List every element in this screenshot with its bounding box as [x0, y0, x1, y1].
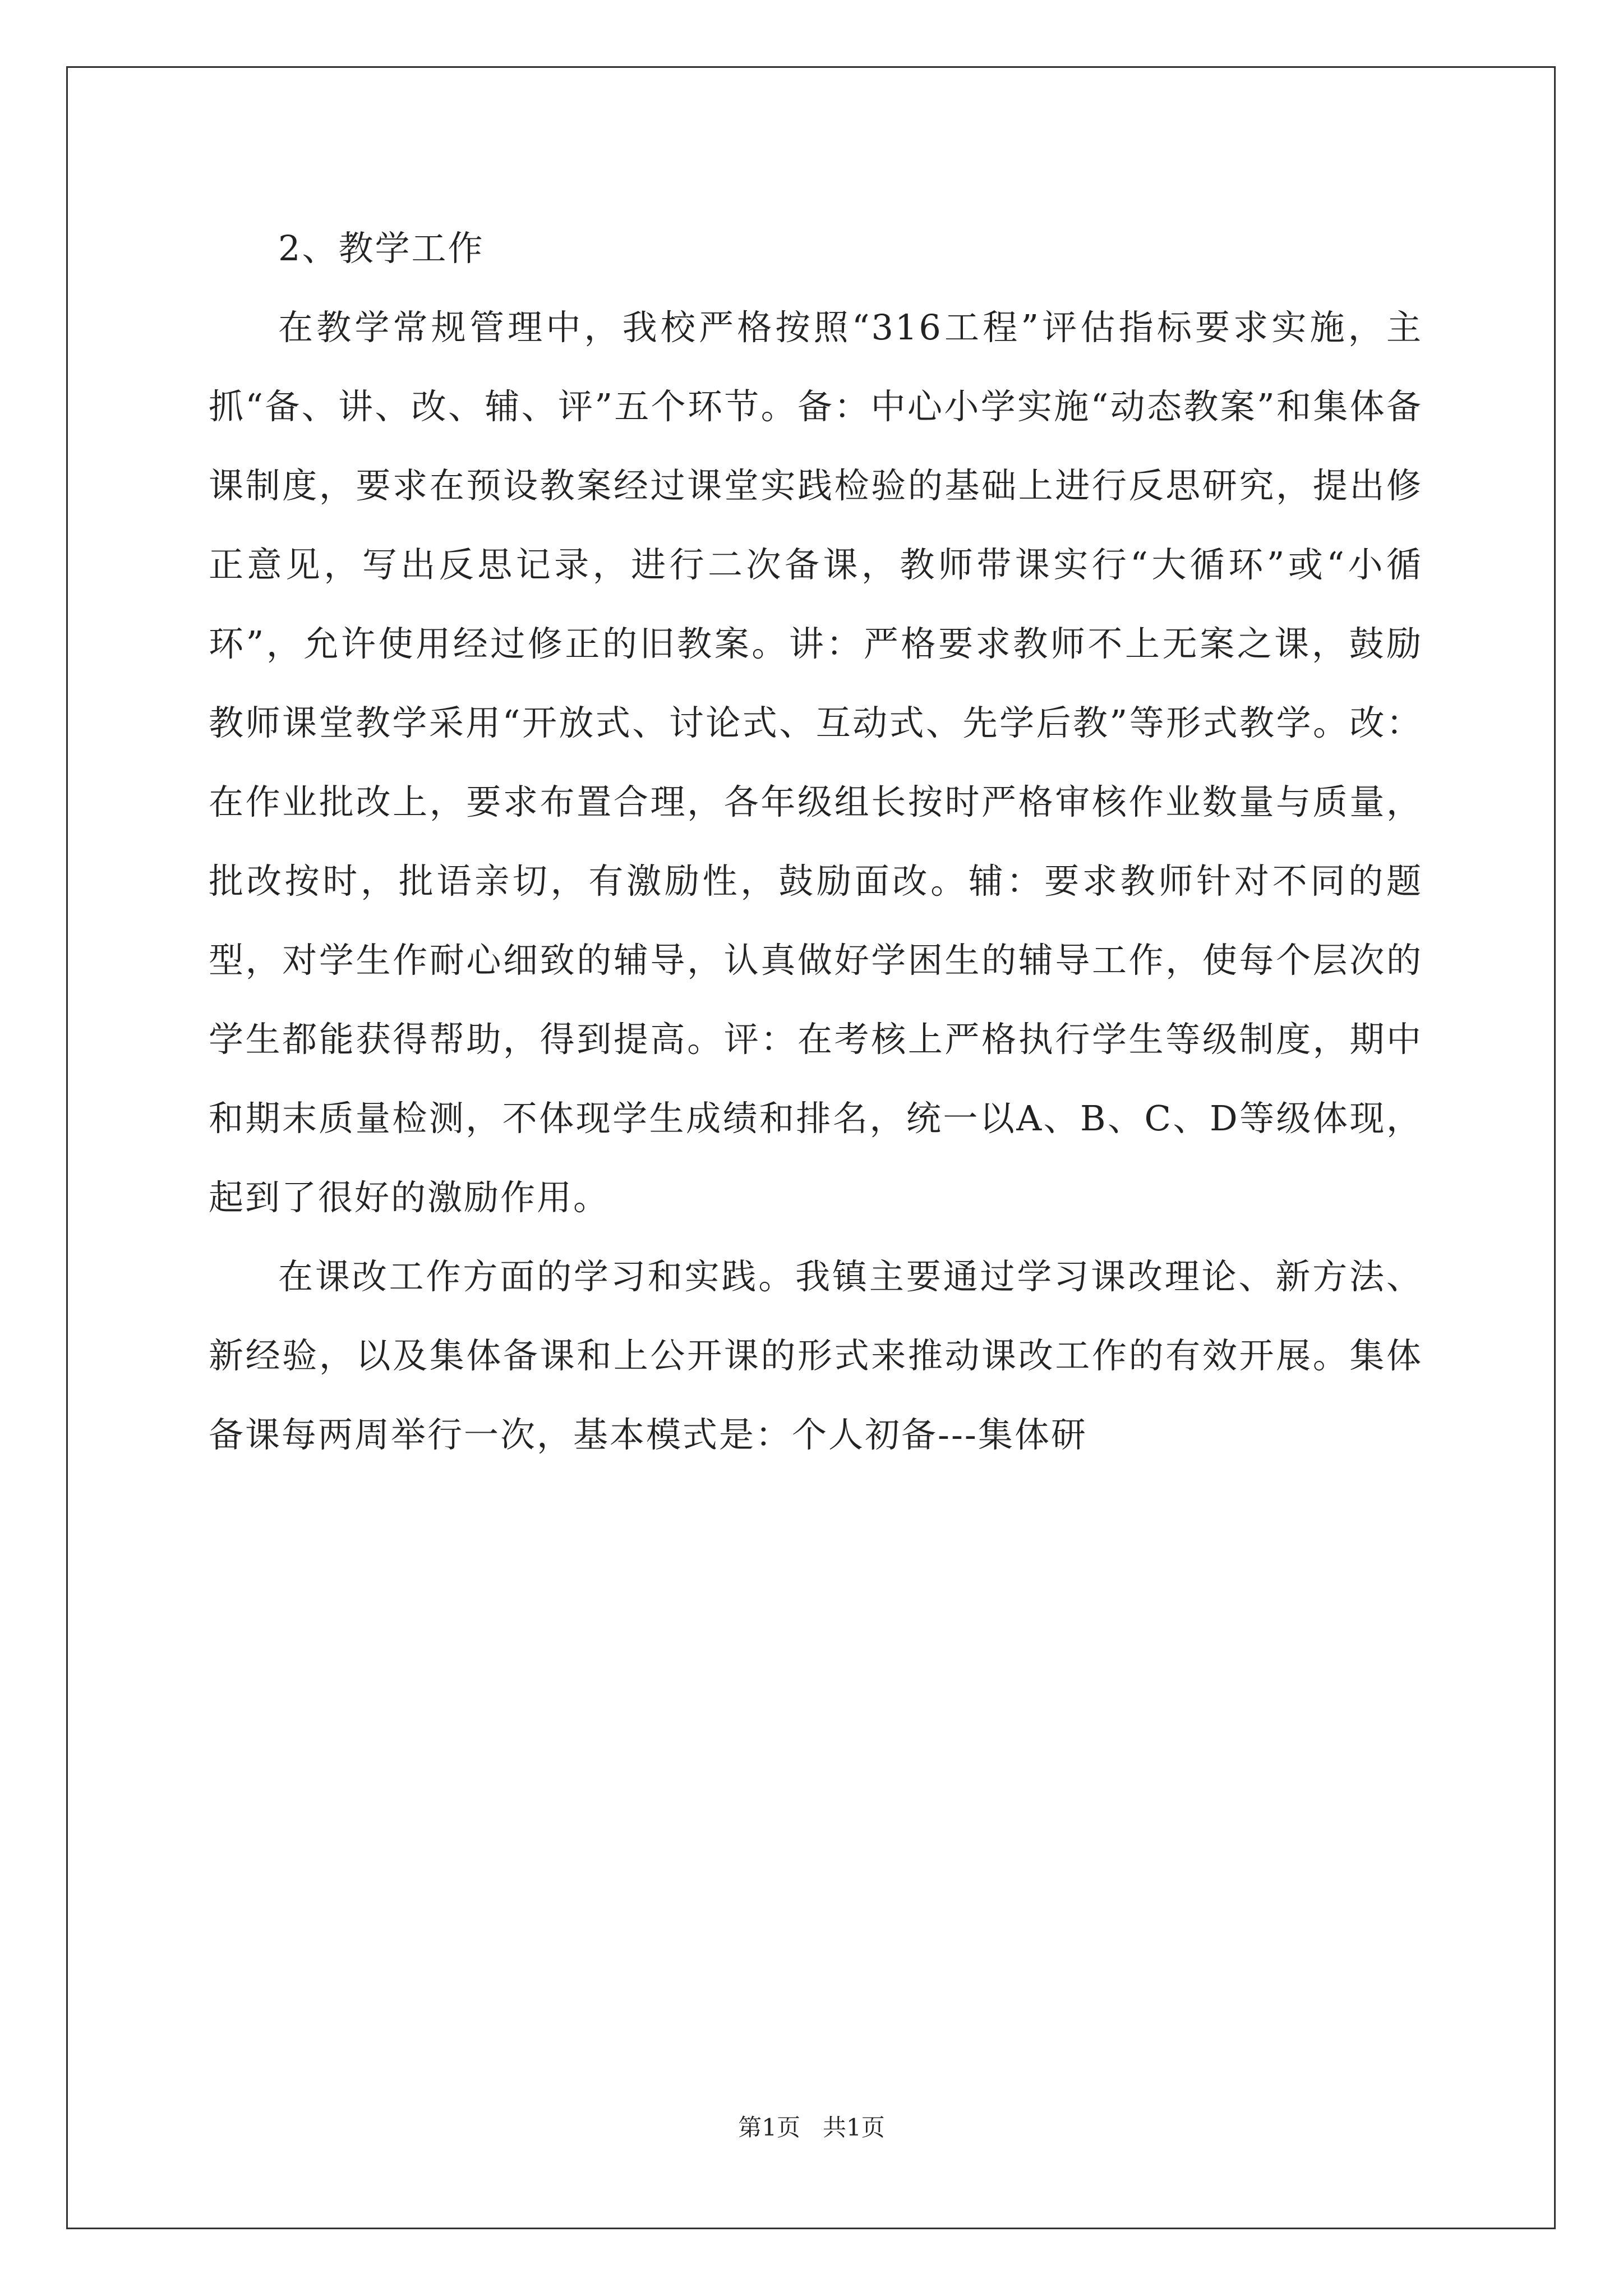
paragraph-teaching-routine: 在教学常规管理中，我校严格按照“316工程”评估指标要求实施，主抓“备、讲、改、辅、评”五个环节。备：中心小学实施“动态教案”和集体备课制度，要求在预设教案经过课堂实践检验的基础上进行反思研究，提出修正意见，写出反思记录，进行二次备课，教师带课实行“大循环”或“小循环”，允许使用经过修正的旧教案。讲：严格要求教师不上无案之课，鼓励教师课堂教学采用“开放式、讨论式、互动式、先学后教”等形式教学。改：在作业批改上，要求布置合理，各年级组长按时严格审核作业数量与质量，批改按时，批语亲切，有激励性，鼓励面改。辅：要求教师针对不同的题型，对学生作耐心细致的辅导，认真做好学困生的辅导工作，使每个层次的学生都能获得帮助，得到提高。评：在考核上严格执行学生等级制度，期中和期末质量检测，不体现学生成绩和排名，统一以A、B、C、D等级体现，起到了很好的激励作用。	[209, 307, 1423, 1218]
paragraph-curriculum-reform: 在课改工作方面的学习和实践。我镇主要通过学习课改理论、新方法、新经验，以及集体备课和上公开课的形式来推动课改工作的有效开展。集体备课每两周举行一次，基本模式是：个人初备---集体研	[209, 1256, 1423, 1455]
page-total: 共1页	[823, 2114, 885, 2141]
document-body	[209, 209, 1423, 1474]
page-number: 第1页	[738, 2114, 800, 2141]
page-footer	[0, 2109, 1623, 2143]
section-heading: 2、教学工作	[278, 228, 485, 269]
